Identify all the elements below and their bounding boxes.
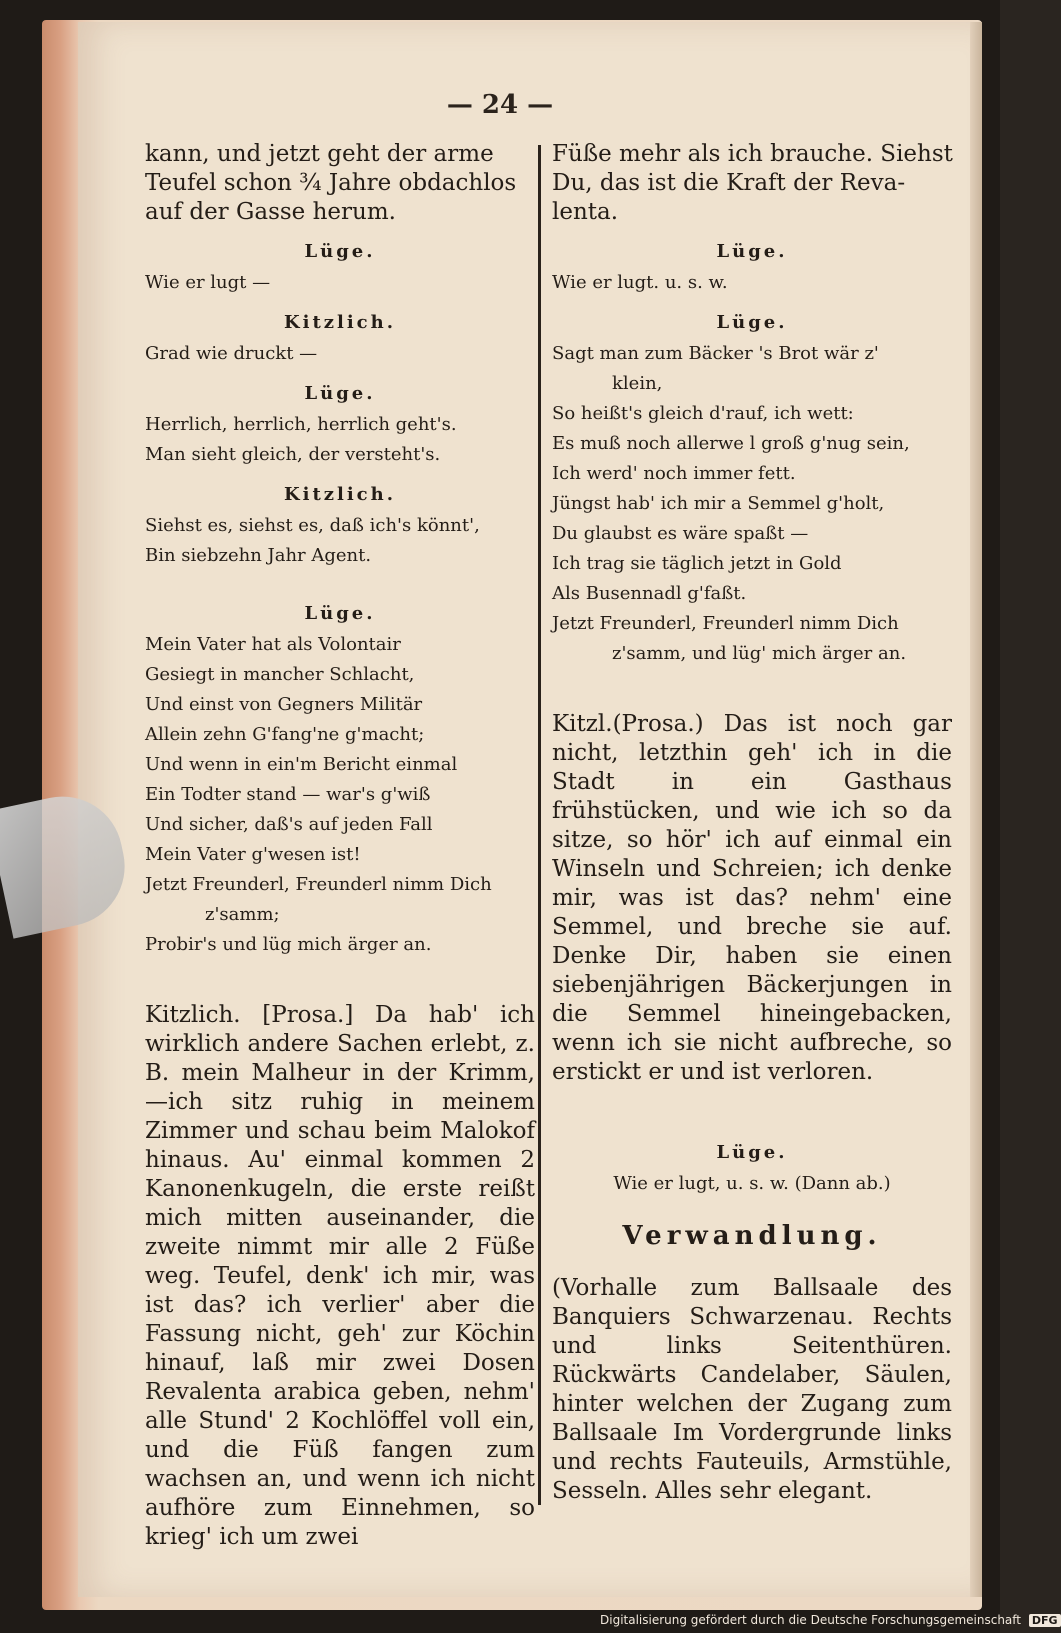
speaker-name: Lüge. [716,312,788,333]
verse-line: Wie er lugt — [145,272,271,293]
verse-line: Und sicher, daß's auf jeden Fall [145,814,433,835]
stage-direction: (Vorhalle zum Ballsaale des Banquiers Schwarzenau. Rechts und links Seitenthüren. Rückwärts Candelaber, Säulen, hinter welchen der Zugang zum Ballsaale Im Vordergrunde links und rechts Fauteuils, Armstühle, Sesseln. Alles sehr elegant. [552,1275,952,1504]
scene-heading: Verwandlung. [622,1221,882,1251]
verse-line: Als Busennadl g'faßt. [552,583,747,604]
verse-line: Grad wie druckt — [145,343,318,364]
verse-line: Mein Vater g'wesen ist! [145,844,361,865]
speaker-name: Lüge. [304,383,376,404]
speaker-name: Kitzlich. [283,484,396,505]
verse-line: Ich trag sie täglich jetzt in Gold [552,553,842,574]
text-line: Du, das ist die Kraft der Reva- [552,170,906,196]
text-line: lenta. [552,199,619,225]
verse-line: Gesiegt in mancher Schlacht, [145,664,415,685]
verse-line: Bin siebzehn Jahr Agent. [145,545,372,566]
verse-line: Probir's und lüg mich ärger an. [145,934,432,955]
text-line: Teufel schon ¾ Jahre obdachlos [145,170,517,196]
verse-line: Ich werd' noch immer fett. [552,463,796,484]
prose-paragraph: Kitzlich. [Prosa.] Da hab' ich wirklich andere Sachen erlebt, z. B. mein Malheur in der Krimm, —ich sitz ruhig in meinem Zimmer und schau beim Malokof hinaus. Au' einmal kommen 2 Kanonenkugeln, die erste reißt mich mitten auseinander, die zweite nimmt mir alle 2 Füße weg. Teufel, denk' ich mir, was ist das? ich verlier' aber die Fassung nicht, geh' zur Köchin hinauf, laß mir zwei Dosen Revalenta arabica geben, nehm' alle Stund' 2 Kochlöffel voll ein, und die Füß fangen zum wachsen an, und wenn ich nicht aufhöre zum Einnehmen, so krieg' ich um zwei [145,1002,535,1550]
dfg-logo: DFG [1029,1614,1061,1627]
text-line: kann, und jetzt geht der arme [145,141,494,167]
page-number: — 24 — [446,90,554,120]
prose-paragraph: Kitzl.(Prosa.) Das ist noch gar nicht, letzthin geh' ich in die Stadt in ein Gasthaus frühstücken, und wie ich so da sitze, so hör' ich auf einmal ein Winseln und Schreien; ich denke mir, was ist das? nehm' eine Semmel, und breche sie auf. Denke Dir, haben sie einen siebenjährigen Bäckerjungen in die Semmel hineingebacken, wenn ich sie nicht aufbreche, so erstickt er und ist verloren. [552,711,952,1085]
verse-line: Siehst es, siehst es, daß ich's könnt', [145,515,480,536]
verse-line: Jetzt Freunderl, Freunderl nimm Dich [552,613,899,634]
verse-line: klein, [612,373,663,394]
verse-line: Mein Vater hat als Volontair [145,634,401,655]
text-line: auf der Gasse herum. [145,199,396,225]
verse-line: Du glaubst es wäre spaßt — [552,523,809,544]
verse-line: Herrlich, herrlich, herrlich geht's. [145,414,457,435]
speaker-name: Lüge. [716,241,788,262]
verse-line: z'samm; [205,904,280,925]
left-column [145,140,535,1575]
digitization-credit [600,1613,1061,1627]
speaker-name: Lüge. [304,603,376,624]
credit-text: Digitalisierung gefördert durch die Deutsche Forschungsgemeinschaft [600,1613,1022,1627]
verse-line: Und einst von Gegners Militär [145,694,423,715]
verse-line: Man sieht gleich, der versteht's. [145,444,441,465]
verse-line: z'samm, und lüg' mich ärger an. [612,643,907,664]
verse-line: Jetzt Freunderl, Freunderl nimm Dich [145,874,492,895]
verse-line: Wie er lugt, u. s. w. (Dann ab.) [613,1173,891,1194]
page-gutter-shadow [970,22,982,1597]
verse-line: So heißt's gleich d'rauf, ich wett: [552,403,854,424]
verse-line: Wie er lugt. u. s. w. [552,272,728,293]
column-divider [538,145,541,1505]
verse-line: Und wenn in ein'm Bericht einmal [145,754,458,775]
verse-line: Es muß noch allerwe l groß g'nug sein, [552,433,910,454]
speaker-name: Lüge. [716,1142,788,1163]
verse-line: Sagt man zum Bäcker 's Brot wär z' [552,343,879,364]
verse-line: Ein Todter stand — war's g'wiß [145,784,431,805]
right-column [552,140,952,1529]
speaker-name: Lüge. [304,241,376,262]
verse-line: Allein zehn G'fang'ne g'macht; [145,724,425,745]
speaker-name: Kitzlich. [283,312,396,333]
verse-line: Jüngst hab' ich mir a Semmel g'holt, [552,493,885,514]
text-line: Füße mehr als ich brauche. Siehst [552,141,953,167]
